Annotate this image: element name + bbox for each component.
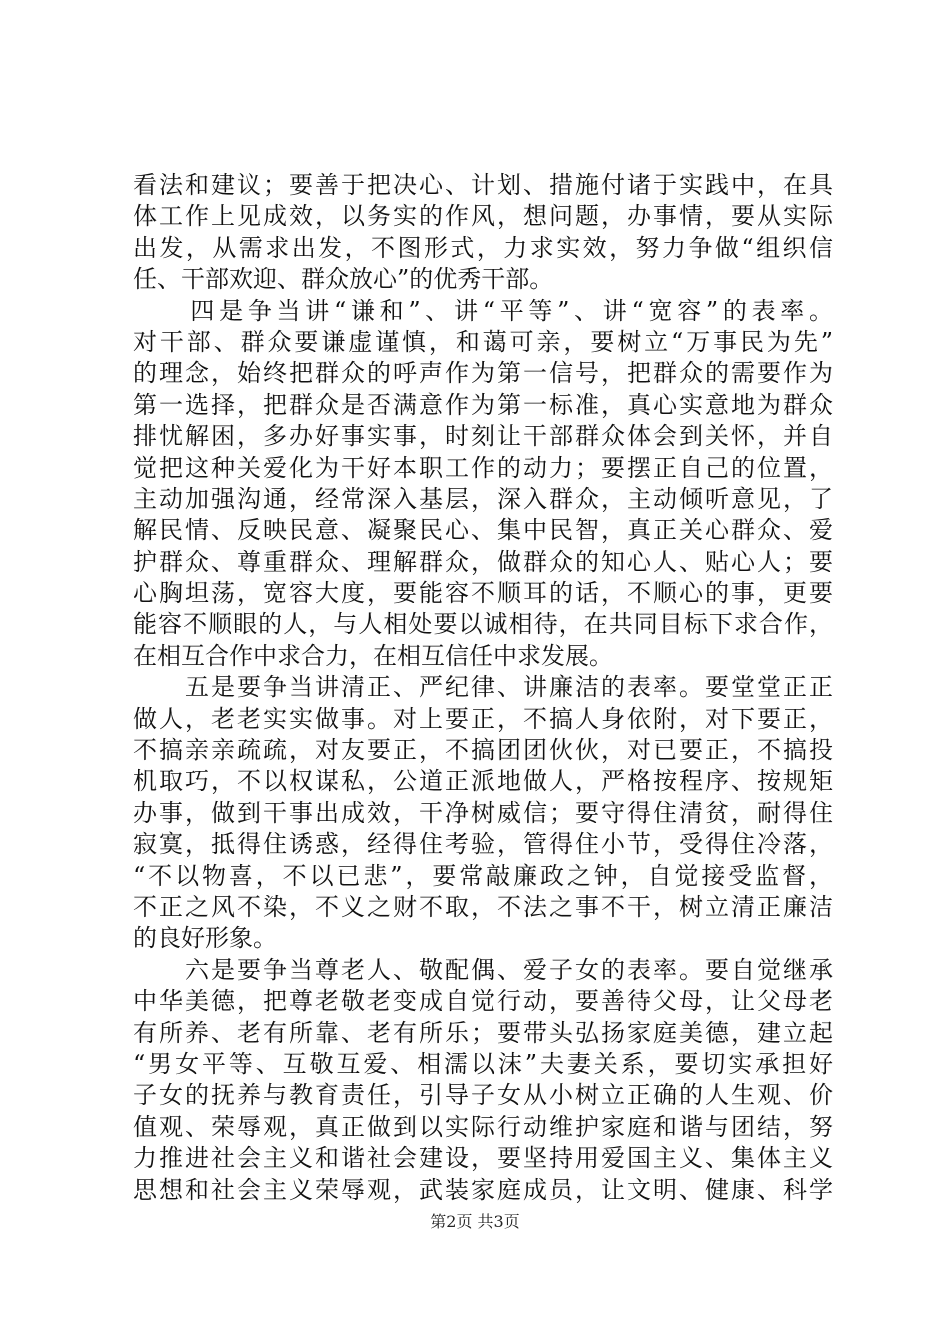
text-line: 的理念，始终把群众的呼声作为第一信号，把群众的需要作为 xyxy=(133,359,833,388)
text-line: 子女的抚养与教育责任，引导子女从小树立正确的人生观、价 xyxy=(133,1081,833,1110)
text-line: 中华美德，把尊老敬老变成自觉行动，要善待父母，让父母老 xyxy=(133,987,833,1016)
text-line: 护群众、尊重群众、理解群众，做群众的知心人、贴心人；要 xyxy=(133,547,833,576)
text-line: 不搞亲亲疏疏，对友要正，不搞团团伙伙，对已要正，不搞投 xyxy=(133,736,833,765)
text-line: 任、干部欢迎、群众放心”的优秀干部。 xyxy=(133,265,554,294)
text-line: 对干部、群众要谦虚谨慎，和蔼可亲，要树立“万事民为先” xyxy=(133,327,833,356)
text-line: 不正之风不染，不义之财不取，不法之事不干，树立清正廉洁 xyxy=(133,892,833,921)
text-line: 有所养、老有所靠、老有所乐；要带头弘扬家庭美德，建立起 xyxy=(133,1018,833,1047)
text-line: 体工作上见成效，以务实的作风，想问题，办事情，要从实际 xyxy=(133,202,833,231)
text-line: 六是要争当尊老人、敬配偶、爱子女的表率。要自觉继承 xyxy=(133,955,833,984)
text-line: 在相互合作中求合力，在相互信任中求发展。 xyxy=(133,641,613,670)
text-line: 心胸坦荡，宽容大度，要能容不顺耳的话，不顺心的事，更要 xyxy=(133,579,833,608)
page-footer: 第2页 共3页 xyxy=(430,1212,520,1231)
text-line: 寂寞，抵得住诱惑，经得住考验，管得住小节，受得住冷落， xyxy=(133,830,833,859)
text-line: 出发，从需求出发，不图形式，力求实效，努力争做“组织信 xyxy=(133,233,833,262)
text-line: 做人，老老实实做事。对上要正，不搞人身依附，对下要正， xyxy=(133,704,833,733)
text-line: 力推进社会主义和谐社会建设，要坚持用爱国主义、集体主义 xyxy=(133,1144,833,1173)
text-line: 解民情、反映民意、凝聚民心、集中民智，真正关心群众、爱 xyxy=(133,516,833,545)
text-line: 值观、荣辱观，真正做到以实际行动维护家庭和谐与团结，努 xyxy=(133,1112,833,1141)
text-line: 觉把这种关爱化为干好本职工作的动力；要摆正自己的位置， xyxy=(133,453,833,482)
text-line: 第一选择，把群众是否满意作为第一标准，真心实意地为群众 xyxy=(133,390,833,419)
text-line: 四是争当讲“谦和”、讲“平等”、讲“宽容”的表率。 xyxy=(133,296,833,325)
text-line: 机取巧，不以权谋私，公道正派地做人，严格按程序、按规矩 xyxy=(133,767,833,796)
text-line: 看法和建议；要善于把决心、计划、措施付诸于实践中，在具 xyxy=(133,171,833,199)
text-line: 五是要争当讲清正、严纪律、讲廉洁的表率。要堂堂正正 xyxy=(133,673,833,702)
text-line: 主动加强沟通，经常深入基层，深入群众，主动倾听意见，了 xyxy=(133,484,833,513)
text-line: 能容不顺眼的人，与人相处要以诚相待，在共同目标下求合作， xyxy=(133,610,833,639)
text-line: 排忧解困，多办好事实事，时刻让干部群众体会到关怀，并自 xyxy=(133,422,833,451)
text-line: “不以物喜，不以已悲”，要常敲廉政之钟，自觉接受监督， xyxy=(133,861,833,890)
text-line: 的良好形象。 xyxy=(133,924,277,953)
text-line: “男女平等、互敬互爱、相濡以沫”夫妻关系，要切实承担好 xyxy=(133,1049,833,1078)
text-line: 办事，做到干事出成效，干净树威信；要守得住清贫，耐得住 xyxy=(133,798,833,827)
document-body xyxy=(133,170,833,1206)
text-line: 思想和社会主义荣辱观，武装家庭成员，让文明、健康、科学 xyxy=(133,1175,833,1204)
